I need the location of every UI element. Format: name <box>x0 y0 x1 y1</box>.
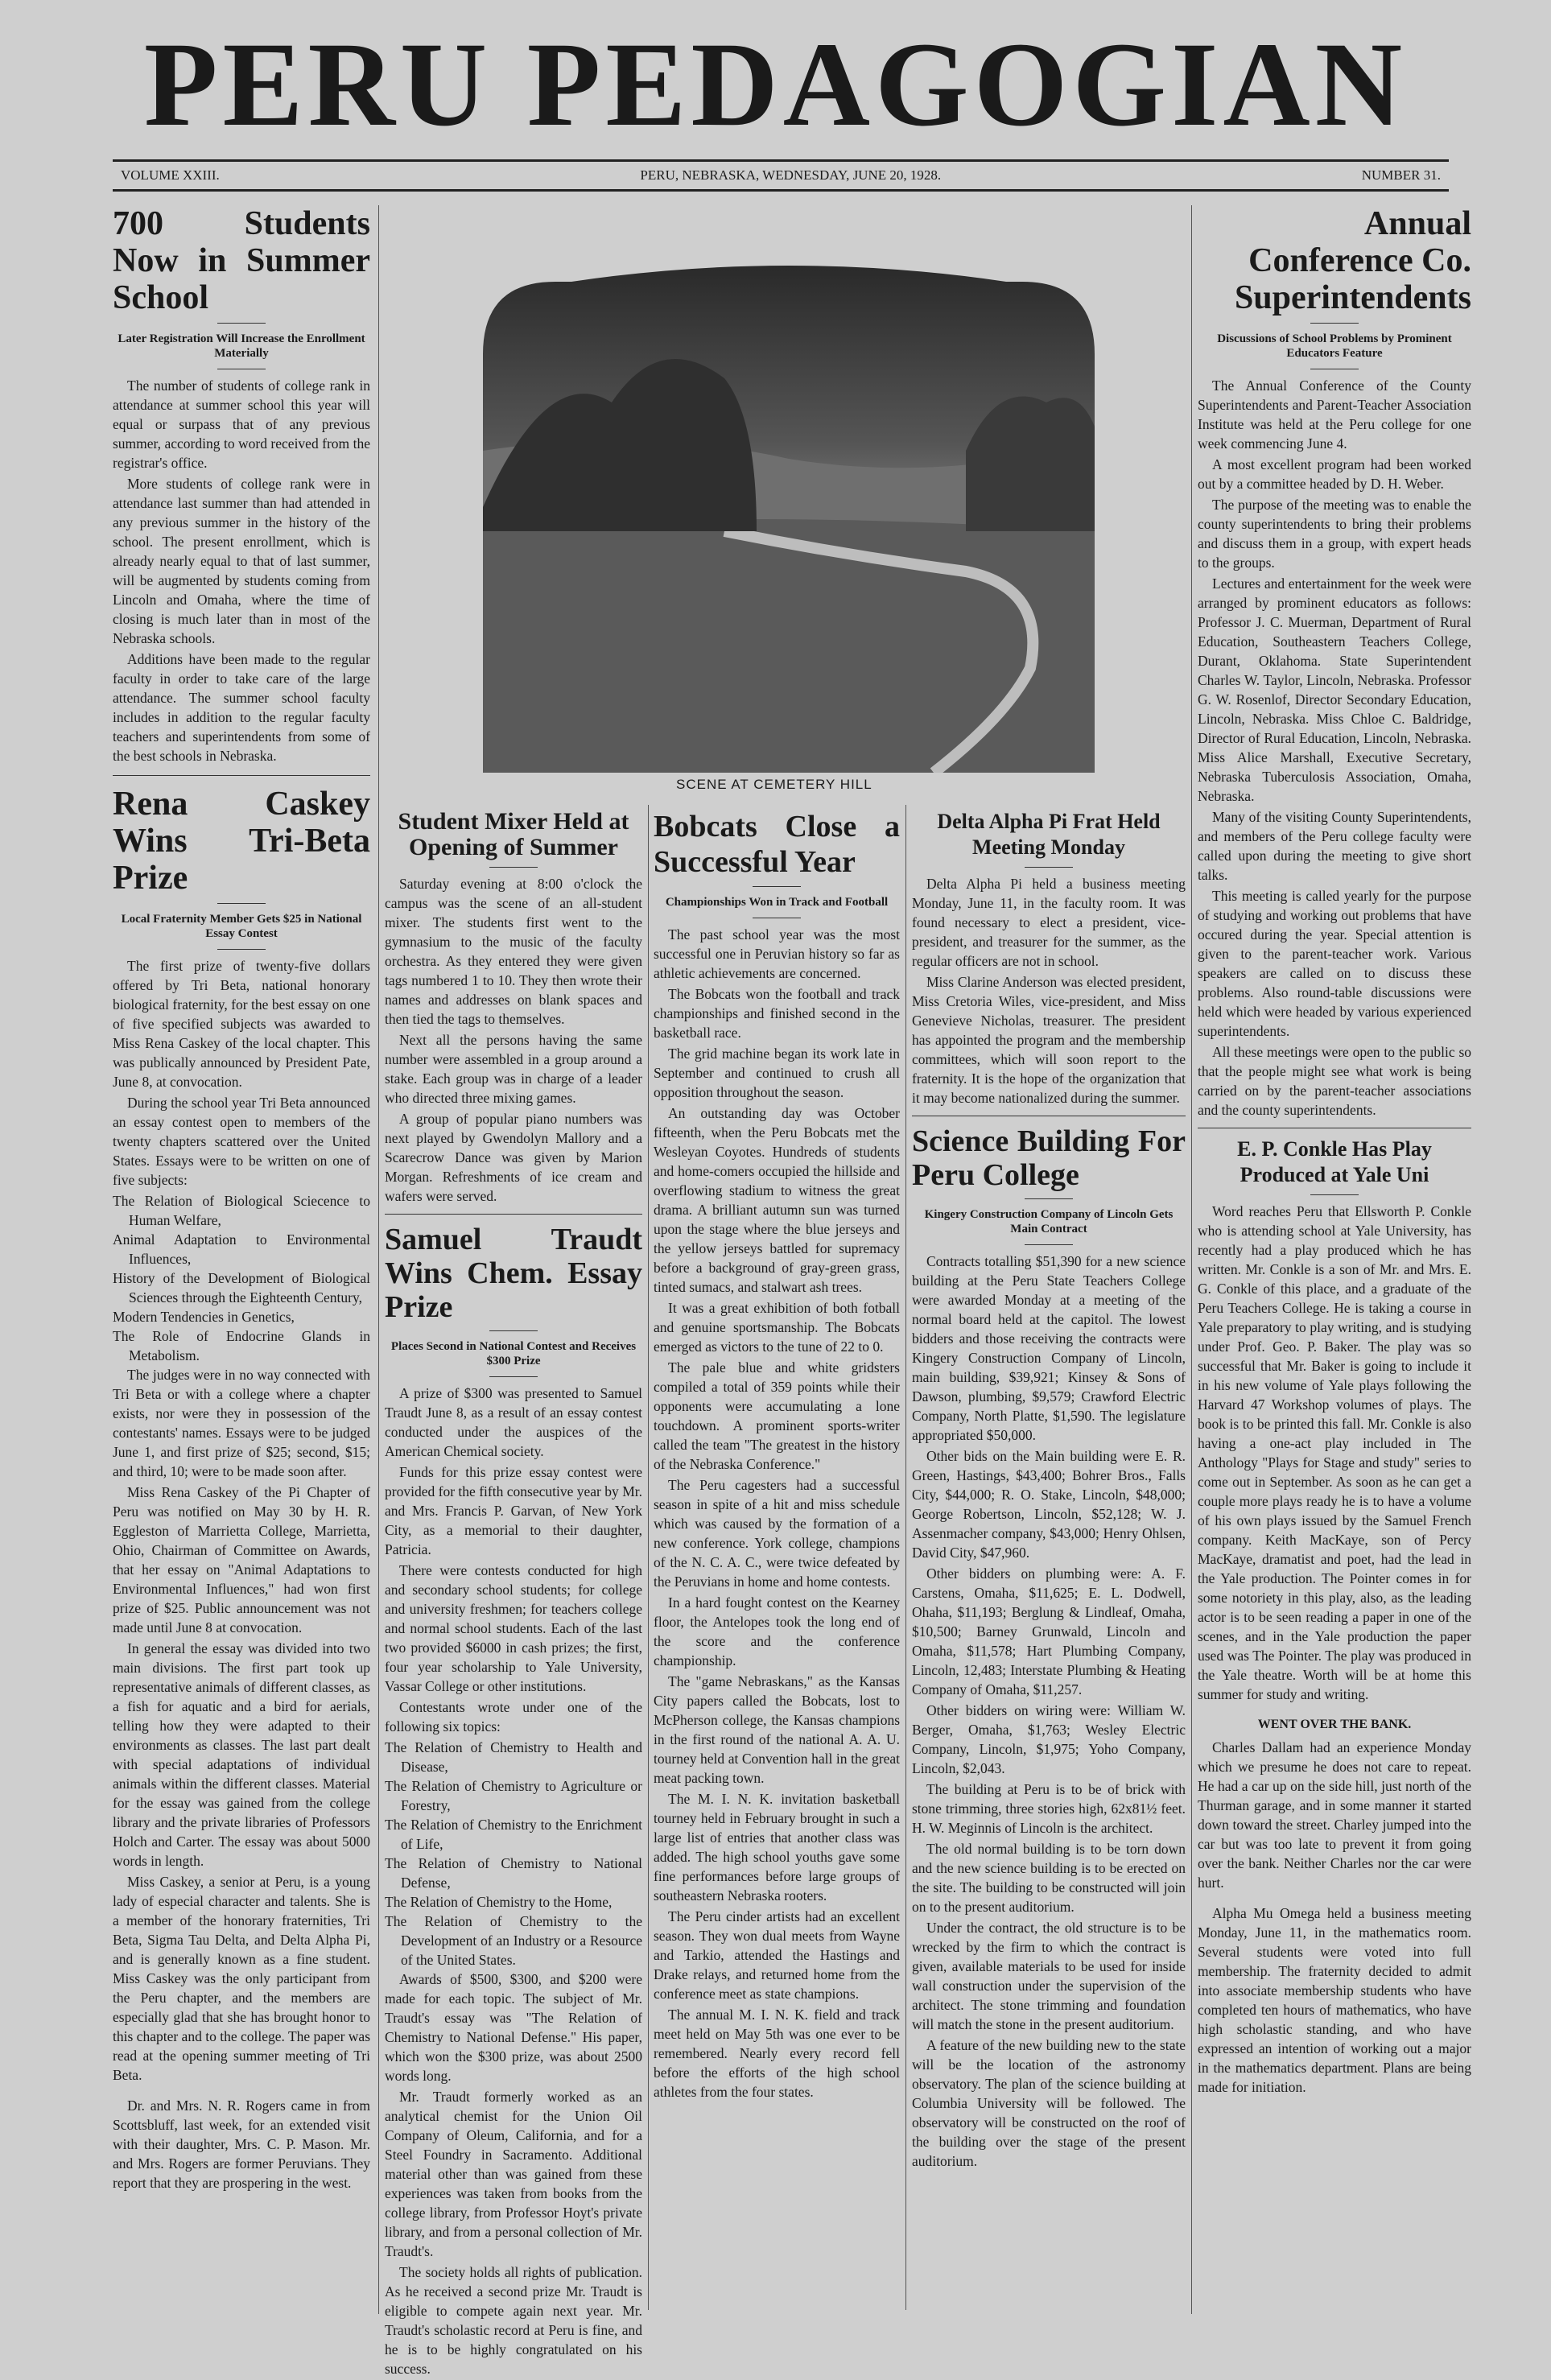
paragraph: The annual M. I. N. K. field and track meet held on May 5th was one ever to be remembered. Nearly every record fell before the efforts of the high school athletes from the four states. <box>654 2007 900 2100</box>
list-item: The Relation of Chemistry to National Defense, <box>385 1855 642 1891</box>
paragraph: Contestants wrote under one of the following six topics: <box>385 1699 642 1734</box>
headline-rena-caskey: Rena Caskey Wins Tri-Beta Prize <box>113 786 370 897</box>
deck: Local Fraternity Member Gets $25 in National Essay Contest <box>121 913 362 940</box>
paragraph: The Bobcats won the football and track championships and finished second in the basketball race. <box>654 986 900 1041</box>
paragraph: Contracts totalling $51,390 for a new science building at the Peru State Teachers College were awarded Monday at a meeting of the normal board held at the capitol. The lowest bidders and those receiving the contracts were Kingery Construction Company of Lincoln, main building, $39,921; Kinsey & Sons of Dawson, plumbing, $9,579; Crawford Electric Company, North Platte, $1,590. The legislature appropriated $50,000. <box>912 1253 1186 1443</box>
paragraph: Lectures and entertainment for the week were arranged by prominent educators as follows: Professor J. C. Muerman, Department of Rural Education, Southeastern Teachers College, Durant, Oklahoma. State Superintendent Charles W. Taylor, Lincoln, Nebraska. Professor G. W. Rosenlof, Director Secondary Education, Lincoln, Nebraska. Miss Chloe C. Baldridge, Director of Rural Education, Lincoln, Nebraska. Miss Alice Marshall, Executive Secretary, Nebraska Tuberculosis Association, Omaha, Nebraska. <box>1198 575 1471 804</box>
paragraph: Miss Clarine Anderson was elected president, Miss Cretoria Wiles, vice-president, and Miss Genevieve Nicholas, treasurer. The president has appointed the program and the membership committees, which will soon report to the fraternity. It is the hope of the organization that it may become nationalized during the summer. <box>912 974 1186 1106</box>
paragraph: It was a great exhibition of both fotball and genuine sportsmanship. The Bobcats emerged as victors to the tune of 22 to 0. <box>654 1300 900 1355</box>
paragraph: This meeting is called yearly for the purpose of studying and working out problems that have occured during the year. Special attention is given to the parent-teacher work. Various speakers are called on to discuss these problems. Also round-table discussions were held which were headed by various experienced superintendents. <box>1198 888 1471 1039</box>
paragraph: Word reaches Peru that Ellsworth P. Conkle who is attending school at Yale University, has recently had a play produced which he has written. Mr. Conkle is a son of Mr. and Mrs. E. G. Conkle of this place, and a graduate of the Peru Teachers College. He is taking a course in Yale preparatory to play writing, and is studying under Prof. Geo. P. Baker. The play was so successful that Mr. Baker is going to include it in his new volume of Yale plays following the Harvard 47 Workshop volumes of plays. The book is to be printed this fall. Mr. Conkle is also having a one-act play included in The Anthology "Plays for Stage and study" series to come out in September. As soon as he can get a couple more plays ready he is to have a volume of his own plays issued by the Samuel French company. Keith MacKaye, son of Percy MacKaye, dramatist and poet, had the lead in the Yale production. The Pointer comes in for some notoriety in this play, also, as the leading actor is to be seen reading a paper in one of the scenes, and in the Yale production the paper used was The Pointer. The play was produced in the Yale theatre. Worth will be at home this summer for study and writing. <box>1198 1203 1471 1702</box>
paragraph: The grid machine began its work late in September and continued to crush all opposition throughout the season. <box>654 1046 900 1100</box>
paragraph: The building at Peru is to be of brick with stone trimming, three stories high, 62x81½ feet. H. W. Meginnis of Lincoln is the architect. <box>912 1781 1186 1836</box>
paragraph: All these meetings were open to the public so that the people might see what work is being carried on by the parent-teacher associations and the county superintendents. <box>1198 1044 1471 1118</box>
column-rule <box>648 805 649 2310</box>
column-4 <box>912 809 1186 2172</box>
paragraph: The "game Nebraskans," as the Kansas City papers called the Bobcats, lost to McPherson college, the Kansas champions in the first round of the national A. A. U. tourney held at Convention hall in the great meat packing town. <box>654 1673 900 1786</box>
column-rule <box>905 805 906 2310</box>
deck: Championships Won in Track and Football <box>665 896 889 909</box>
list-item: The Relation of Chemistry to Agriculture or Forestry, <box>385 1778 642 1813</box>
paragraph: The old normal building is to be torn down and the new science building is to be erected on the site. The building to be constructed will join on to the present auditorium. <box>912 1841 1186 1915</box>
deck: Discussions of School Problems by Prominent Educators Feature <box>1217 332 1452 360</box>
paragraph: The society holds all rights of publication. As he received a second prize Mr. Traudt is eligible to compete again next year. Mr. Traudt's scholastic record at Peru is fine, and he is to be highly congratulated on his success. <box>385 2264 642 2377</box>
paragraph: The Peru cagesters had a successful season in spite of a hit and miss schedule which was caused by the formation of a new conference. York college, champions of the N. C. A. C., were twice defeated by the Peruvians in home and home contests. <box>654 1477 900 1590</box>
column-2 <box>385 809 642 2380</box>
headline-science-building: Science Building For Peru College <box>912 1124 1186 1192</box>
paragraph: In a hard fought contest on the Kearney floor, the Antelopes took the long end of the score and the conference championship. <box>654 1594 900 1668</box>
paragraph: A feature of the new building new to the state will be the location of the astronomy observatory. The plan of the science building at Columbia University will be followed. The observatory will be constructed on the roof of the building over the stage of the present auditorium. <box>912 2037 1186 2169</box>
paragraph: The purpose of the meeting was to enable the county superintendents to bring their problems and discuss them in a group, with expert heads to the groups. <box>1198 497 1471 571</box>
masthead: PERU PEDAGOGIAN <box>143 18 1408 151</box>
paragraph: A most excellent program had been worked out by a committee headed by D. H. Weber. <box>1198 456 1471 492</box>
paragraph: The Annual Conference of the County Superintendents and Parent-Teacher Association Institute was held at the Peru college for one week commencing June 4. <box>1198 377 1471 452</box>
paragraph: The number of students of college rank in attendance at summer school this year will equal or surpass that of any previous summer, according to word received from the registrar's office. <box>113 377 370 471</box>
dateline <box>113 159 1449 192</box>
cemetery-hill-photo <box>483 266 1095 773</box>
list-item: The Relation of Chemistry to the Enrichment of Life, <box>385 1817 642 1852</box>
deck: Kingery Construction Company of Lincoln Gets Main Contract <box>924 1208 1174 1235</box>
list-item: The Role of Endocrine Glands in Metabolism. <box>113 1328 370 1363</box>
headline-went-over-bank: WENT OVER THE BANK. <box>1257 1718 1412 1731</box>
paragraph: Saturday evening at 8:00 o'clock the campus was the scene of an all-student mixer. The students first went to the gymnasium to the music of the faculty orchestra. As they entered they were given tags numbered 1 to 10. They then wrote their names and addresses on blank spaces and then tied the tags to themselves. <box>385 876 642 1027</box>
headline-annual-conference: Annual Conference Co. Superintendents <box>1234 205 1471 316</box>
column-1 <box>113 205 370 2194</box>
paragraph: The judges were in no way connected with Tri Beta or with a college where a chapter exists, nor were they in possession of the contestants' names. Essays were to be judged June 1, and first prize of $25; second, $15; and third, 10; were to be made soon after. <box>113 1367 370 1479</box>
paragraph: There were contests conducted for high and secondary school students; for college and university freshmen; for teachers college and normal school students. Each of the last two provided $6000 in cash prizes; the first, four year scholarship to Yale University, Vassar College or other institutions. <box>385 1562 642 1694</box>
paragraph: Other bidders on wiring were: William W. Berger, Omaha, $1,763; Wesley Electric Company, Lincoln, $1,975; Yoho Company, Lincoln, $2,043. <box>912 1702 1186 1776</box>
paragraph: More students of college rank were in attendance last summer than had attended in any previous summer in the history of the school. The present enrollment, which is already nearly equal to that of last summer, will be augmented by students coming from Lincoln and Omaha, where the time of closing is much later than in most of the Nebraska schools. <box>113 476 370 646</box>
paragraph: An outstanding day was October fifteenth, when the Peru Bobcats met the Wesleyan Coyotes. Hundreds of students and home-comers occupied the hillside and overflowing stadium to witness the great drama. A brilliant autumn sun was turned upon the stage where the blue jerseys and the yellow jerseys battled for supremacy before a background of gray-green grass, tinted sumacs, and stalwart ash trees. <box>654 1105 900 1295</box>
list-item: History of the Development of Biological Sciences through the Eighteenth Century, <box>113 1270 370 1305</box>
paragraph: Miss Caskey, a senior at Peru, is a young lady of especial character and talents. She is a member of the honorary fraternities, Tri Beta, Sigma Tau Delta, and Delta Alpha Pi, and is generally known as a fine student. Miss Caskey was the only participant from the Peru chapter, and the members are especially glad that she has brought honor to this chapter and to the college. The paper was read at the opening summer meeting of Tri Beta. <box>113 1874 370 2083</box>
paragraph: Mr. Traudt formerly worked as an analytical chemist for the Union Oil Company of Oleum, California, and for a Steel Foundry in Sacramento. Additional material other than was gained from these experiences was taken from books from the college library, from Professor Hoyt's private library, and from a personal collection of Mr. Traudt's. <box>385 2089 642 2259</box>
list-item: The Relation of Chemistry to the Development of an Industry or a Resource of the United States. <box>385 1913 642 1968</box>
paragraph: The past school year was the most successful one in Peruvian history so far as athletic achievements are concerned. <box>654 926 900 981</box>
headline-delta-alpha-pi: Delta Alpha Pi Frat Held Meeting Monday <box>937 810 1161 859</box>
photo-caption: SCENE AT CEMETERY HILL <box>676 777 872 792</box>
deck: Later Registration Will Increase the Enrollment Materially <box>118 332 365 360</box>
list-item: The Relation of Chemistry to the Home, <box>385 1894 613 1910</box>
paragraph: Alpha Mu Omega held a business meeting Monday, June 11, in the mathematics room. Several students were voted into full membership. The fraternity decided to admit into associate membership students who have completed ten hours of mathematics, who have high scholastic standing, and who have expressed an intention of working out a major in the mathematics department. Plans are being made for initiation. <box>1198 1905 1471 2095</box>
paragraph: Awards of $500, $300, and $200 were made for each topic. The subject of Mr. Traudt's essay was "The Relation of Chemistry to National Defense." His paper, which won the $300 prize, was about 2500 words long. <box>385 1971 642 2084</box>
paragraph: Delta Alpha Pi held a business meeting Monday, June 11, in the faculty room. It was found necessary to elect a president, vice-president, and treasurer for the summer, as the regular officers are not in school. <box>912 876 1186 969</box>
paragraph: Additions have been made to the regular faculty in order to take care of the large attendance. The summer school faculty includes in addition to the regular faculty teachers and superintendents from some of the best schools in Nebraska. <box>113 651 370 764</box>
list-item: Modern Tendencies in Genetics, <box>113 1309 295 1325</box>
paragraph: The M. I. N. K. invitation basketball tourney held in February brought in such a large list of entries that another class was added. The high school youths gave some fine performances before large groups of southeastern Nebraska rooters. <box>654 1791 900 1904</box>
column-rule <box>378 205 379 2314</box>
headline-samuel-traudt: Samuel Traudt Wins Chem. Essay Prize <box>385 1223 642 1324</box>
paragraph: Charles Dallam had an experience Monday which we presume he does not care to repeat. He had a car up on the side hill, just north of the Thurman garage, and in some manner it started down toward the street. Charley jumped into the car but was too late to prevent it from going over the bank. Neither Charles nor the car were hurt. <box>1198 1739 1471 1891</box>
paragraph: Other bids on the Main building were E. R. Green, Hastings, $43,400; Bohrer Bros., Falls City, $44,000; R. O. Stake, Lincoln, $48,000; George Robertson, Lincoln, $52,128; W. J. Assenmacher company, $43,000; Henry Ohlsen, David City, $47,960. <box>912 1448 1186 1561</box>
paragraph: The first prize of twenty-five dollars offered by Tri Beta, national honorary biological fraternity, for the best essay on one of five specified subjects was awarded to Miss Rena Caskey of the local chapter. This was publically announced by President Pate, June 8, at convocation. <box>113 958 370 1090</box>
column-5 <box>1198 205 1471 2098</box>
list-item: The Relation of Biological Sciecence to Human Welfare, <box>113 1193 370 1228</box>
headline-student-mixer: Student Mixer Held at Opening of Summer <box>398 808 629 860</box>
volume: VOLUME XXIII. <box>121 167 220 183</box>
paragraph: A group of popular piano numbers was next played by Gwendolyn Mallory and a Scarecrow Dance was given by Marion Morgan. Refreshments of ice cream and wafers were served. <box>385 1111 642 1204</box>
column-3 <box>654 809 900 2103</box>
headline-conkle-play: E. P. Conkle Has Play Produced at Yale Uni <box>1237 1137 1432 1186</box>
headline-700-students: 700 Students Now in Summer School <box>113 205 370 316</box>
paragraph: Under the contract, the old structure is to be wrecked by the firm to which the contract is given, available materials to be used for inside wall construction under the supervision of the architect. The stone trimming and foundation will match the stone in the present auditorium. <box>912 1920 1186 2032</box>
headline-bobcats: Bobcats Close a Successful Year <box>654 810 900 879</box>
paragraph: Next all the persons having the same number were assembled in a group around a stake. Each group was in charge of a leader who directed three mixing games. <box>385 1032 642 1106</box>
paragraph: A prize of $300 was presented to Samuel Traudt June 8, as a result of an essay contest conducted under the auspices of the American Chemical society. <box>385 1385 642 1459</box>
paragraph: Miss Rena Caskey of the Pi Chapter of Peru was notified on May 30 by H. R. Eggleston of Marrietta College, Marrietta, Ohio, Chairman of Committee on Awards, that her essay on "Animal Adaptations to Environmental Influences," had won first prize of $25. Public announcement was not made until June 8 at convocation. <box>113 1484 370 1635</box>
paragraph: The Peru cinder artists had an excellent season. They won dual meets from Wayne and Tarkio, attended the Hastings and Drake relays, and returned home from the conference meet as state champions. <box>654 1908 900 2002</box>
personal-note: Dr. and Mrs. N. R. Rogers came in from Scottsbluff, last week, for an extended visit with their daughter, Mrs. C. P. Mason. Mr. and Mrs. Rogers are former Peruvians. They report that they are prospering in the west. <box>113 2097 370 2191</box>
paragraph: Many of the visiting County Superintendents, and members of the Peru college faculty were called upon during the meeting to give short talks. <box>1198 809 1471 883</box>
paragraph: During the school year Tri Beta announced an essay contest open to members of the twenty chapters scattered over the United States. Essays were to be written on one of five subjects: <box>113 1095 370 1188</box>
deck: Places Second in National Contest and Receives $300 Prize <box>390 1340 637 1367</box>
column-rule <box>1191 205 1192 2314</box>
paragraph: The pale blue and white gridsters compiled a total of 359 points while their opponents were accumulating a lone touchdown. A prominent sports-writer called the team "The greatest in the history of the Nebraska Conference." <box>654 1359 900 1472</box>
paragraph: In general the essay was divided into two main divisions. The first part took up representative animals of different classes, as a fish for aquatic and a bird for aerials, telling how they were adapted to their environments as classes. The last part dealt with special adaptations of individual animals within the different classes. Material for the essay was gained from the college library and the private libraries of Professors Holch and Carter. The essay was about 5000 words in length. <box>113 1640 370 1869</box>
paragraph: Funds for this prize essay contest were provided for the fifth consecutive year by Mr. and Mrs. Francis P. Garvan, of New York City, as a memorial to their daughter, Patricia. <box>385 1464 642 1557</box>
paragraph: Other bidders on plumbing were: A. F. Carstens, Omaha, $11,625; E. L. Dodwell, Ohaha, $11,193; Berglung & Lindleaf, Omaha, $10,500; Barney Grunwald, Lincoln and Omaha, $11,578; Hart Plumbing Company, Lincoln, 12,483; Interstate Plumbing & Heating Company of Omaha, $11,257. <box>912 1565 1186 1697</box>
list-item: Animal Adaptation to Environmental Influences, <box>113 1231 370 1267</box>
list-item: The Relation of Chemistry to Health and Disease, <box>385 1739 642 1775</box>
place-date: PERU, NEBRASKA, WEDNESDAY, JUNE 20, 1928. <box>640 167 942 183</box>
issue-number: NUMBER 31. <box>1361 167 1441 183</box>
